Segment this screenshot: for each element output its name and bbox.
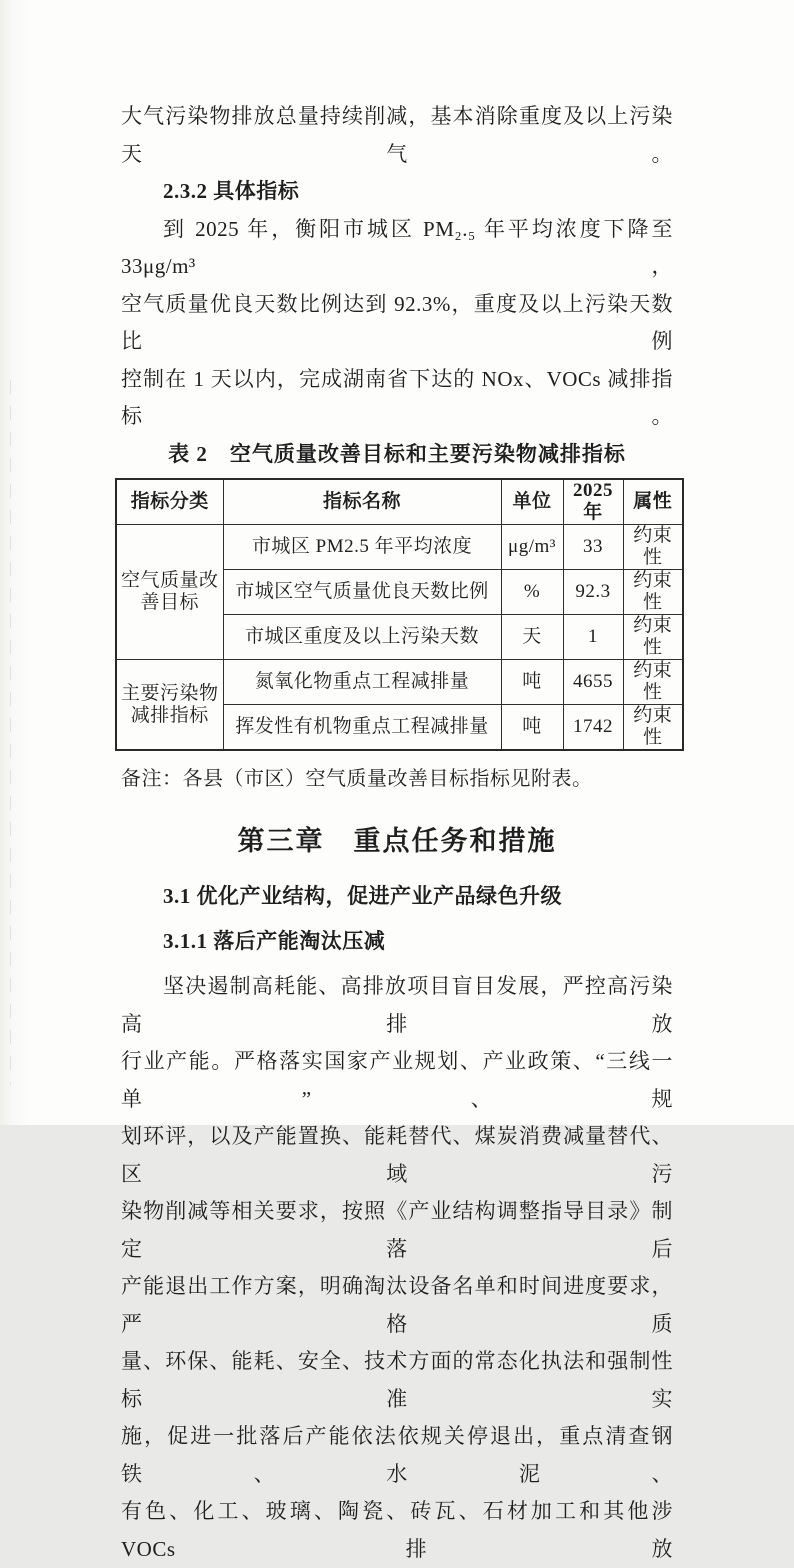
col-header-category: 指标分类: [116, 479, 223, 525]
target-paragraph: [121, 211, 673, 436]
indicator-name-cell: 市城区空气质量优良天数比例: [223, 570, 501, 615]
category-cell: 空气质量改善目标: [116, 525, 223, 660]
value-cell: 33: [563, 525, 623, 570]
col-header-attribute: 属性: [623, 479, 683, 525]
col-header-name: 指标名称: [223, 479, 501, 525]
section-heading-3-1: 3.1 优化产业结构，促进产业产品绿色升级: [163, 884, 562, 908]
indicator-name-cell: 挥发性有机物重点工程减排量: [223, 705, 501, 751]
paragraph-line: 到 2025 年，衡阳市城区 PM₂.₅ 年平均浓度下降至 33μg/m³，: [121, 216, 673, 278]
col-header-2025: 2025 年: [563, 479, 623, 525]
unit-cell: 天: [501, 615, 563, 660]
value-cell: 92.3: [563, 570, 623, 615]
table-header-row: [116, 479, 683, 525]
attribute-cell: 约束性: [623, 660, 683, 705]
paragraph-line: 产能退出工作方案，明确淘汰设备名单和时间进度要求，严格质: [121, 1274, 673, 1336]
paragraph-line: 有色、化工、玻璃、陶瓷、砖瓦、石材加工和其他涉 VOCs 排放: [121, 1499, 673, 1561]
value-cell: 1: [563, 615, 623, 660]
paragraph-line: 控制在 1 天以内，完成湖南省下达的 NOx、VOCs 减排指标。: [121, 366, 673, 428]
value-cell: 1742: [563, 705, 623, 751]
chapter-heading: 第三章 重点任务和措施: [237, 826, 557, 856]
indicator-name-cell: 市城区 PM2.5 年平均浓度: [223, 525, 501, 570]
attribute-cell: 约束性: [623, 705, 683, 751]
unit-cell: %: [501, 570, 563, 615]
paragraph-line: 施，促进一批落后产能依法依规关停退出，重点清查钢铁、水泥、: [121, 1424, 673, 1486]
unit-cell: 吨: [501, 660, 563, 705]
section-heading-3-1-1: 3.1.1 落后产能淘汰压减: [163, 928, 386, 953]
indicator-name-cell: 氮氧化物重点工程减排量: [223, 660, 501, 705]
unit-cell: μg/m³: [501, 525, 563, 570]
table-note: 备注：各县（市区）空气质量改善目标指标见附表。: [121, 768, 593, 790]
attribute-cell: 约束性: [623, 570, 683, 615]
category-cell: 主要污染物减排指标: [116, 660, 223, 751]
table-caption: 表 2 空气质量改善目标和主要污染物减排指标: [168, 441, 626, 466]
attribute-cell: 约束性: [623, 615, 683, 660]
paragraph-line: 划环评，以及产能置换、能耗替代、煤炭消费减量替代、区域污: [121, 1124, 673, 1186]
table-row: [116, 660, 683, 705]
section-heading-2-3-2: 2.3.2 具体指标: [163, 179, 300, 203]
paragraph-line: 空气质量优良天数比例达到 92.3%，重度及以上污染天数比例: [121, 291, 673, 353]
unit-cell: 吨: [501, 705, 563, 751]
indicator-name-cell: 市城区重度及以上污染天数: [223, 615, 501, 660]
body-paragraph: [121, 968, 673, 1568]
paragraph-line: 行业产能。严格落实国家产业规划、产业政策、“三线一单”、规: [121, 1049, 673, 1111]
table-row: [116, 525, 683, 570]
indicators-table: [115, 478, 684, 751]
attribute-cell: 约束性: [623, 525, 683, 570]
col-header-unit: 单位: [501, 479, 563, 525]
page-content: [121, 98, 673, 1568]
value-cell: 4655: [563, 660, 623, 705]
paragraph-line: 染物削减等相关要求，按照《产业结构调整指导目录》制定落后: [121, 1199, 673, 1261]
paragraph-line: 坚决遏制高耗能、高排放项目盲目发展，严控高污染高排放: [121, 974, 673, 1036]
paragraph-line: 大气污染物排放总量持续削减，基本消除重度及以上污染天气。: [121, 104, 673, 166]
paragraph-line: 量、环保、能耗、安全、技术方面的常态化执法和强制性标准实: [121, 1349, 673, 1411]
